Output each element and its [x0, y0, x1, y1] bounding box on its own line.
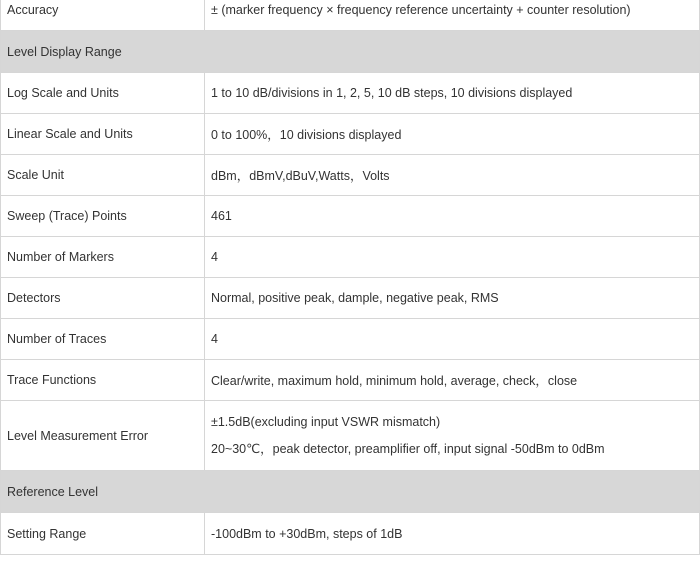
- spec-row-detectors: [1, 278, 700, 319]
- spec-row-setting-range: [1, 513, 700, 555]
- spec-label: Level Measurement Error: [1, 401, 205, 471]
- spec-value: 0 to 100%，10 divisions displayed: [205, 114, 700, 155]
- spec-label: Setting Range: [1, 513, 205, 555]
- spec-label: Detectors: [1, 278, 205, 319]
- spec-label: Sweep (Trace) Points: [1, 196, 205, 237]
- spec-value: [205, 401, 700, 471]
- spec-value: Normal, positive peak, dample, negative peak, RMS: [205, 278, 700, 319]
- spec-value: 4: [205, 319, 700, 360]
- spec-value-line: ±1.5dB(excluding input VSWR mismatch): [211, 414, 441, 429]
- spec-row-trace-functions: [1, 360, 700, 401]
- spec-label: Log Scale and Units: [1, 73, 205, 114]
- section-header-level-display-range: [1, 31, 700, 73]
- spec-label: Trace Functions: [1, 360, 205, 401]
- section-header-reference-level: [1, 471, 700, 513]
- spec-value: 461: [205, 196, 700, 237]
- spec-row-linear-scale: [1, 114, 700, 155]
- spec-row-log-scale: [1, 73, 700, 114]
- spec-value: 4: [205, 237, 700, 278]
- spec-label: Scale Unit: [1, 155, 205, 196]
- section-title: Reference Level: [1, 471, 700, 513]
- spec-row-level-measurement-error: [1, 401, 700, 471]
- spec-row-sweep-points: [1, 196, 700, 237]
- spec-row-accuracy: [1, 0, 700, 31]
- section-title: Level Display Range: [1, 31, 700, 73]
- spec-value: dBm，dBmV,dBuV,Watts，Volts: [205, 155, 700, 196]
- spec-label: Accuracy: [1, 0, 205, 31]
- spec-row-number-of-traces: [1, 319, 700, 360]
- spec-label: Number of Markers: [1, 237, 205, 278]
- spec-label: Linear Scale and Units: [1, 114, 205, 155]
- spec-value: -100dBm to +30dBm, steps of 1dB: [205, 513, 700, 555]
- spec-row-scale-unit: [1, 155, 700, 196]
- spec-value: 1 to 10 dB/divisions in 1, 2, 5, 10 dB steps, 10 divisions displayed: [205, 73, 700, 114]
- spec-value: Clear/write, maximum hold, minimum hold, average, check，close: [205, 360, 700, 401]
- spec-value-line: 20~30℃，peak detector, preamplifier off, input signal -50dBm to 0dBm: [211, 441, 605, 456]
- spec-row-number-of-markers: [1, 237, 700, 278]
- spec-value: ± (marker frequency × frequency reference uncertainty + counter resolution): [205, 0, 700, 31]
- spec-label: Number of Traces: [1, 319, 205, 360]
